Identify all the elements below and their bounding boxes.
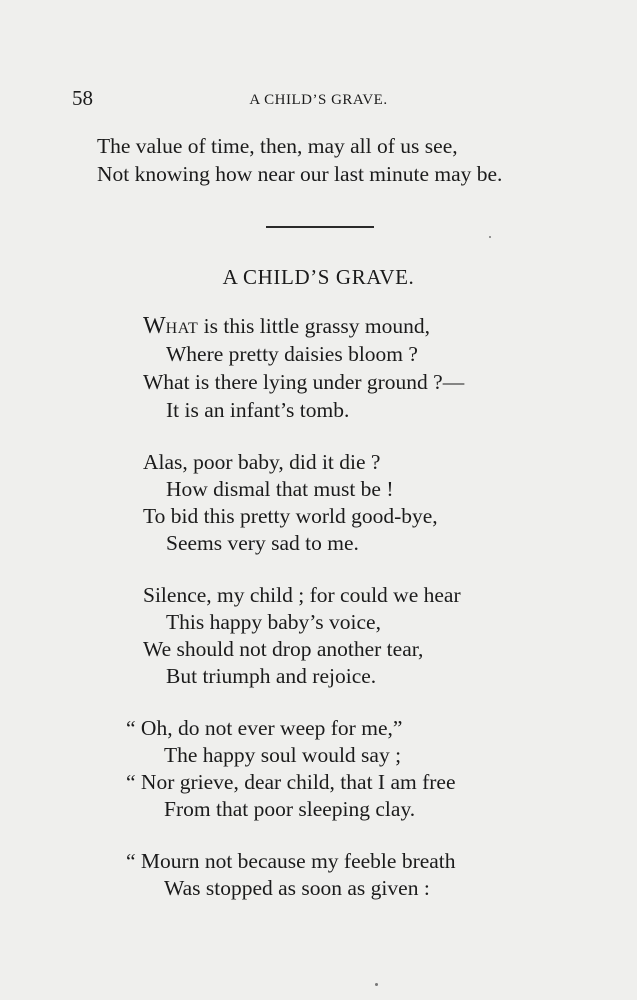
poem-line: WHAT is this little grassy mound,: [143, 313, 430, 339]
poem-line: “ Nor grieve, dear child, that I am free: [126, 770, 456, 794]
poem-line: Seems very sad to me.: [166, 531, 359, 555]
poem-line: Alas, poor baby, did it die ?: [143, 450, 381, 474]
poem-line: What is there lying under ground ?—: [143, 370, 465, 394]
preceding-line: Not knowing how near our last minute may be.: [97, 162, 503, 186]
poem-line: Silence, my child ; for could we hear: [143, 583, 461, 607]
poem-line: This happy baby’s voice,: [166, 610, 381, 634]
section-divider: [266, 226, 374, 228]
poem-line: Was stopped as soon as given :: [164, 876, 430, 900]
preceding-line: The value of time, then, may all of us see,: [97, 134, 458, 158]
poem-line: We should not drop another tear,: [143, 637, 424, 661]
scan-speck: [489, 236, 491, 238]
poem-line: How dismal that must be !: [166, 477, 394, 501]
poem-line: “ Oh, do not ever weep for me,”: [126, 716, 403, 740]
poem-line: From that poor sleeping clay.: [164, 797, 416, 821]
poem-line: “ Mourn not because my feeble breath: [126, 849, 456, 873]
poem-line: Where pretty daisies bloom ?: [166, 342, 418, 366]
poem-line: It is an infant’s tomb.: [166, 398, 350, 422]
page-number: 58: [72, 86, 93, 110]
scan-speck: [375, 983, 378, 986]
poem-line: The happy soul would say ;: [164, 743, 402, 767]
running-head: A CHILD’S GRAVE.: [249, 92, 388, 108]
poem-title: A CHILD’S GRAVE.: [222, 265, 415, 289]
poem-line: But triumph and rejoice.: [166, 664, 377, 688]
poem-line: To bid this pretty world good-bye,: [143, 504, 438, 528]
